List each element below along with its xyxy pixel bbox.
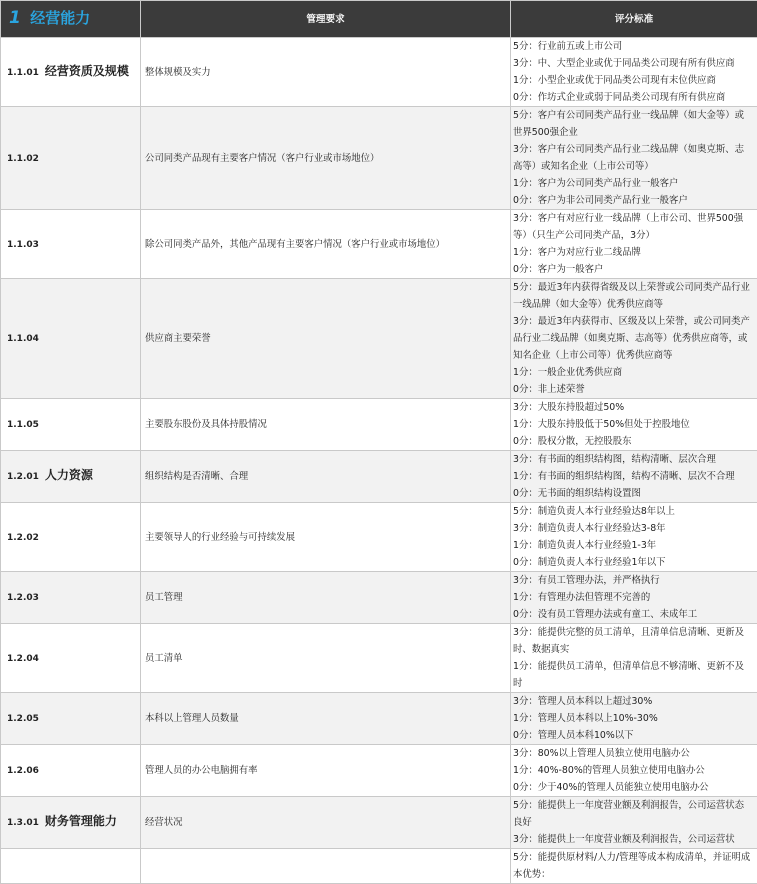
- table-row: [1, 624, 757, 693]
- item-code-cell: [1, 38, 141, 107]
- item-code-cell: [1, 451, 141, 503]
- criteria-line: 1分：客户为公司同类产品行业一般客户: [513, 175, 753, 192]
- criteria-line: 3分：能提供上一年度营业额及利润报告，公司运营状: [513, 831, 753, 848]
- requirement-cell: 员工管理: [141, 572, 511, 624]
- table-body: [1, 38, 757, 884]
- criteria-line: 1分：有书面的组织结构图，结构不清晰、层次不合理: [513, 468, 753, 485]
- criteria-cell: [511, 572, 757, 624]
- criteria-line: 5分：能提供原材料/人力/管理等成本构成清单，并证明成本优势：: [513, 849, 753, 883]
- criteria-line: 5分：最近3年内获得省级及以上荣誉或公司同类产品行业一线品牌（如大金等）优秀供应商等: [513, 279, 753, 313]
- criteria-line: 1分：有管理办法但管理不完善的: [513, 589, 753, 606]
- requirement-cell: 主要领导人的行业经验与可持续发展: [141, 503, 511, 572]
- requirement-cell: 主要股东股份及具体持股情况: [141, 399, 511, 451]
- requirement-cell: 经营状况: [141, 797, 511, 849]
- criteria-line: 0分：制造负责人本行业经验1年以下: [513, 554, 753, 571]
- requirement-cell: 公司同类产品现有主要客户情况（客户行业或市场地位）: [141, 107, 511, 210]
- criteria-line: 0分：非上述荣誉: [513, 381, 753, 398]
- item-code: 1.1.03: [7, 240, 39, 250]
- criteria-line: 1分：管理人员本科以上10%-30%: [513, 710, 753, 727]
- criteria-cell: [511, 210, 757, 279]
- item-code-cell: [1, 210, 141, 279]
- criteria-line: 0分：少于40%的管理人员能独立使用电脑办公: [513, 779, 753, 796]
- criteria-line: 5分：制造负责人本行业经验达8年以上: [513, 503, 753, 520]
- criteria-line: 1分：大股东持股低于50%但处于控股地位: [513, 416, 753, 433]
- criteria-line: 1分：客户为对应行业二线品牌: [513, 244, 753, 261]
- requirement-cell: 除公司同类产品外，其他产品现有主要客户情况（客户行业或市场地位）: [141, 210, 511, 279]
- criteria-cell: [511, 38, 757, 107]
- criteria-cell: [511, 624, 757, 693]
- item-code: 1.2.01: [7, 472, 39, 482]
- item-code-cell: [1, 849, 141, 884]
- item-code: 1.2.03: [7, 593, 39, 603]
- criteria-cell: [511, 745, 757, 797]
- table-row: [1, 451, 757, 503]
- criteria-line: 1分：一般企业优秀供应商: [513, 364, 753, 381]
- criteria-line: 3分：客户有公司同类产品行业二线品牌（如奥克斯、志高等）或知名企业（上市公司等）: [513, 141, 753, 175]
- criteria-line: 1分：制造负责人本行业经验1-3年: [513, 537, 753, 554]
- criteria-line: 3分：客户有对应行业一线品牌（上市公司、世界500强等）（只生产公司同类产品，3分）: [513, 210, 753, 244]
- requirement-cell: 整体规模及实力: [141, 38, 511, 107]
- requirement-cell: 管理人员的办公电脑拥有率: [141, 745, 511, 797]
- criteria-cell: [511, 503, 757, 572]
- criteria-line: 1分：小型企业或优于同品类公司现有末位供应商: [513, 72, 753, 89]
- criteria-line: 3分：管理人员本科以上超过30%: [513, 693, 753, 710]
- item-code-cell: [1, 503, 141, 572]
- criteria-line: 0分：客户为非公司同类产品行业一般客户: [513, 192, 753, 209]
- criteria-line: 5分：行业前五或上市公司: [513, 38, 753, 55]
- criteria-line: 3分：80%以上管理人员独立使用电脑办公: [513, 745, 753, 762]
- item-category: 人力资源: [45, 468, 93, 482]
- item-code: 1.2.06: [7, 766, 39, 776]
- table-row: [1, 797, 757, 849]
- criteria-cell: [511, 279, 757, 399]
- table-row: [1, 849, 757, 884]
- item-code: 1.3.01: [7, 818, 39, 828]
- item-category: 财务管理能力: [45, 814, 117, 828]
- item-code: 1.1.05: [7, 420, 39, 430]
- requirement-cell: 组织结构是否清晰、合理: [141, 451, 511, 503]
- criteria-line: 3分：有员工管理办法，并严格执行: [513, 572, 753, 589]
- table-row: [1, 279, 757, 399]
- table-row: [1, 572, 757, 624]
- item-code-cell: [1, 279, 141, 399]
- criteria-line: 1分：能提供员工清单，但清单信息不够清晰、更新不及时: [513, 658, 753, 692]
- criteria-cell: [511, 849, 757, 884]
- table-row: [1, 210, 757, 279]
- criteria-line: 0分：管理人员本科10%以下: [513, 727, 753, 744]
- column-header-requirement: 管理要求: [141, 1, 511, 38]
- table-row: [1, 745, 757, 797]
- item-code-cell: [1, 572, 141, 624]
- criteria-line: 0分：股权分散，无控股股东: [513, 433, 753, 450]
- criteria-line: 3分：制造负责人本行业经验达3-8年: [513, 520, 753, 537]
- criteria-line: 3分：有书面的组织结构图，结构清晰、层次合理: [513, 451, 753, 468]
- criteria-line: 3分：大股东持股超过50%: [513, 399, 753, 416]
- item-code-cell: [1, 399, 141, 451]
- item-code-cell: [1, 797, 141, 849]
- column-header-criteria: 评分标准: [511, 1, 757, 38]
- table-row: [1, 693, 757, 745]
- criteria-line: 5分：客户有公司同类产品行业一线品牌（如大金等）或世界500强企业: [513, 107, 753, 141]
- table-row: [1, 503, 757, 572]
- item-code-cell: [1, 693, 141, 745]
- item-code: 1.2.02: [7, 533, 39, 543]
- criteria-line: 0分：没有员工管理办法或有童工、未成年工: [513, 606, 753, 623]
- criteria-line: 0分：作坊式企业或弱于同品类公司现有所有供应商: [513, 89, 753, 106]
- section-name: 经营能力: [30, 9, 90, 27]
- criteria-cell: [511, 693, 757, 745]
- item-code: 1.2.04: [7, 654, 39, 664]
- item-code-cell: [1, 107, 141, 210]
- criteria-cell: [511, 107, 757, 210]
- table-header-row: [1, 1, 757, 38]
- criteria-line: 3分：能提供完整的员工清单，且清单信息清晰、更新及时、数据真实: [513, 624, 753, 658]
- requirement-cell: [141, 849, 511, 884]
- item-code-cell: [1, 624, 141, 693]
- criteria-line: 3分：中、大型企业或优于同品类公司现有所有供应商: [513, 55, 753, 72]
- section-title: [1, 1, 141, 38]
- requirement-cell: 本科以上管理人员数量: [141, 693, 511, 745]
- criteria-cell: [511, 451, 757, 503]
- requirement-cell: 供应商主要荣誉: [141, 279, 511, 399]
- item-code-cell: [1, 745, 141, 797]
- item-code: 1.1.04: [7, 334, 39, 344]
- item-code: 1.1.02: [7, 154, 39, 164]
- requirement-cell: 员工清单: [141, 624, 511, 693]
- criteria-line: 0分：客户为一般客户: [513, 261, 753, 278]
- criteria-line: 1分：40%-80%的管理人员独立使用电脑办公: [513, 762, 753, 779]
- table-row: [1, 107, 757, 210]
- item-category: 经营资质及规模: [45, 64, 129, 78]
- table-row: [1, 399, 757, 451]
- item-code: 1.1.01: [7, 68, 39, 78]
- section-number: 1: [9, 8, 21, 28]
- criteria-cell: [511, 399, 757, 451]
- criteria-line: 3分：最近3年内获得市、区级及以上荣誉，或公司同类产品行业二线品牌（如奥克斯、志高等）优秀供应商等，或知名企业（上市公司等）优秀供应商等: [513, 313, 753, 364]
- criteria-cell: [511, 797, 757, 849]
- criteria-line: 0分：无书面的组织结构设置图: [513, 485, 753, 502]
- table-row: [1, 38, 757, 107]
- criteria-line: 5分：能提供上一年度营业额及利润报告，公司运营状态良好: [513, 797, 753, 831]
- item-code: 1.2.05: [7, 714, 39, 724]
